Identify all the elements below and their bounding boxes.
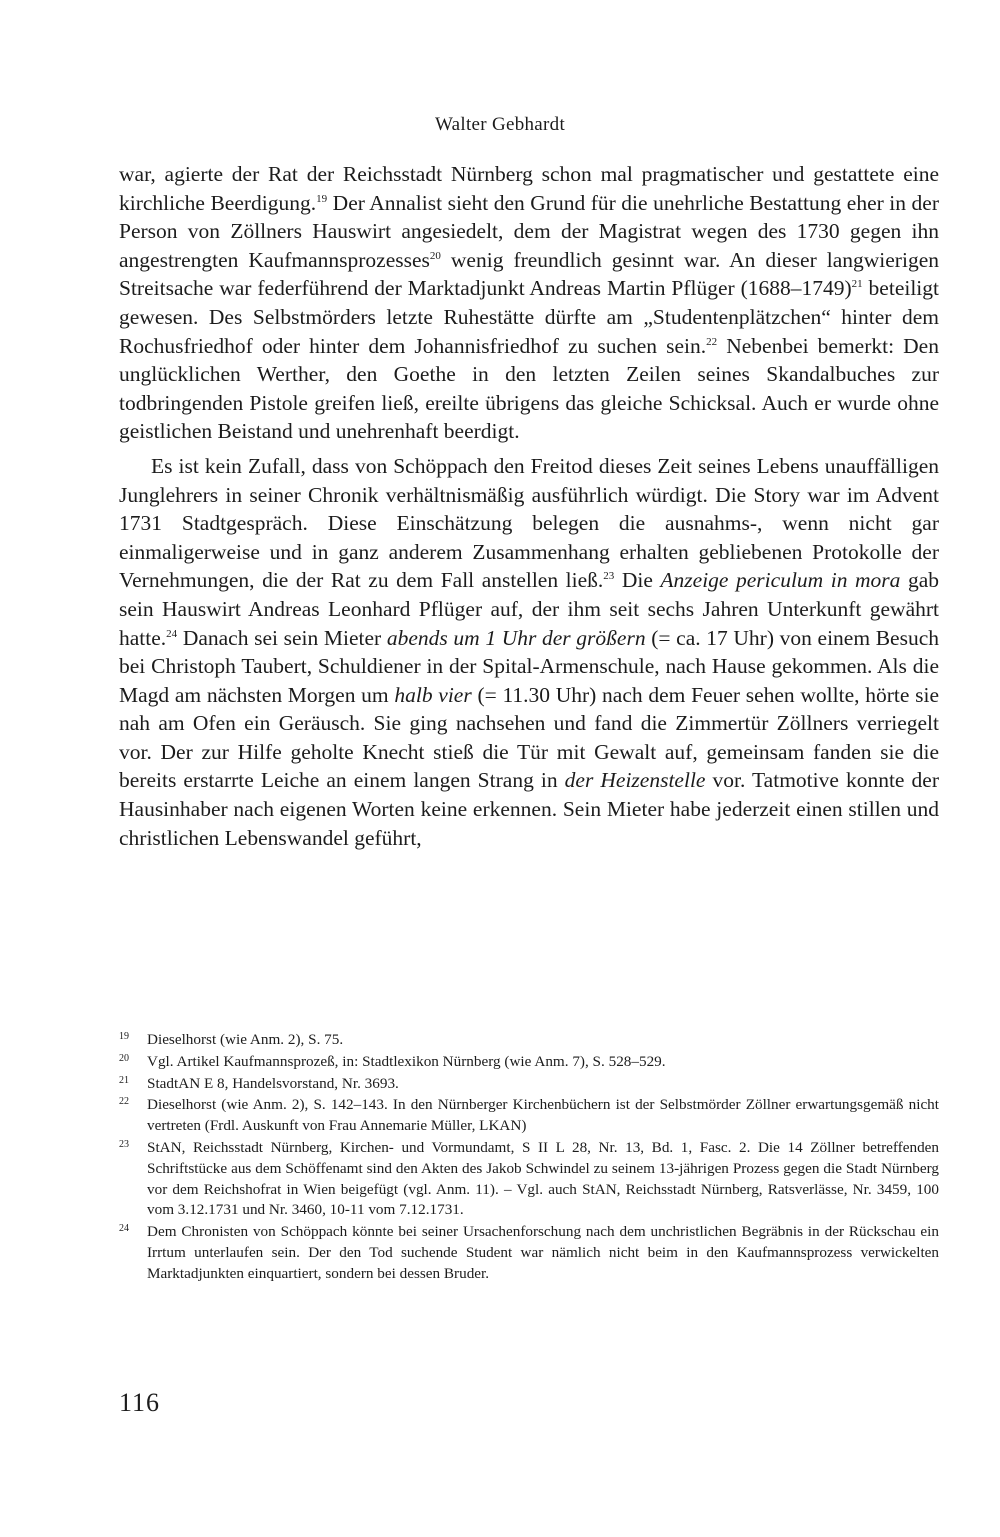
footnote-text: Dem Chronisten von Schöppach könnte bei seiner Ursachenforschung nach dem unchristlichen Begräbnis in der Rückschau ein Irrtum unterlaufen sein. Der den Tod suchende Student war nämlich nicht beim in den Kaufmannsprozess verwickelten Marktadjunkten einquartiert, sondern bei dessen Bruder. <box>147 1223 939 1282</box>
footnote-number: 19 <box>119 1031 129 1042</box>
footnote-22 <box>119 1095 939 1137</box>
text-run: vor. Tatmotive konnte der Hausinhaber nach eigenen Worten keine erkennen. Sein Mieter habe jederzeit einen stillen und christlichen Lebenswandel geführt, <box>119 768 939 850</box>
footnote-ref-22[interactable]: 22 <box>706 335 718 348</box>
footnote-number: 22 <box>119 1096 129 1108</box>
footnote-23 <box>119 1138 939 1221</box>
running-header: Walter Gebhardt <box>434 114 566 135</box>
footnote-text: StAN, Reichsstadt Nürnberg, Kirchen- und Vormundamt, S II L 28, Nr. 13, Bd. 1, Fasc. 2. Die 14 Zöllner betreffenden Schriftstücke aus dem Schöffenamt sind den Akten des Jakob Schwindel zu seinem 13-jährigen Prozess gegen die Stadt Nürnberg vor dem Reichshofrat in Wien beigefügt (vgl. Anm. 11). – Vgl. auch StAN, Reichsstadt Nürnberg, Ratsverlässe, Nr. 3459, 100 vom 3.12.1731 und Nr. 3460, 10-11 vom 7.12.1731. <box>147 1138 939 1219</box>
footnote-text: Vgl. Artikel Kaufmannsprozeß, in: Stadtlexikon Nürnberg (wie Anm. 7), S. 528–529. <box>147 1052 666 1070</box>
footnotes <box>119 1030 939 1286</box>
footnote-ref-23[interactable]: 23 <box>603 570 615 583</box>
text-run: Der Annalist sieht den Grund für die unehrliche Bestattung eher in der Person von Zöllners Hauswirt angesiedelt, dem der Magistrat wegen des 1730 gegen ihn angestrengten Kaufmannsprozesses <box>119 190 939 272</box>
body-text <box>119 160 939 852</box>
paragraph-2 <box>119 452 939 852</box>
footnote-text: StadtAN E 8, Handelsvorstand, Nr. 3693. <box>147 1074 399 1092</box>
footnote-ref-21[interactable]: 21 <box>851 278 863 291</box>
page-number: 116 <box>119 1388 161 1417</box>
text-run: war, agierte der Rat der Reichsstadt Nürnberg schon mal pragmatischer und gestattete eine kirchliche Beerdigung. <box>119 162 939 215</box>
paragraph-1 <box>119 160 939 446</box>
footnote-19 <box>119 1030 939 1051</box>
text-run: beteiligt gewesen. Des Selbstmörders letzte Ruhestätte dürfte am „Studentenplätzchen“ hinter dem Rochusfriedhof oder hinter dem Johannisfriedhof zu suchen sein. <box>119 276 939 358</box>
text-run: gab sein Hauswirt Andreas Leonhard Pflüger auf, der ihm seit sechs Jahren Unterkunft gewährt hatte. <box>119 568 939 650</box>
italic-quote: Anzeige periculum in mora <box>660 568 901 593</box>
text-run: Die <box>614 568 661 593</box>
footnote-ref-19[interactable]: 19 <box>316 192 328 205</box>
footnote-20 <box>119 1052 939 1073</box>
footnote-number: 23 <box>119 1138 129 1150</box>
footnote-21 <box>119 1074 939 1095</box>
footnote-text: Dieselhorst (wie Anm. 2), S. 142–143. In den Nürnberger Kirchenbüchern ist der Selbstmörder Zöllner erwartungsgemäß nicht vertreten (Frdl. Auskunft von Frau Annemarie Müller, LKAN) <box>147 1096 939 1135</box>
footnote-24 <box>119 1222 939 1284</box>
italic-quote: der Heizenstelle <box>564 768 706 793</box>
footnote-ref-20[interactable]: 20 <box>429 249 441 262</box>
footnote-ref-24[interactable]: 24 <box>166 627 178 640</box>
text-run: wenig freundlich gesinnt war. An dieser langwierigen Streitsache war federführend der Marktadjunkt Andreas Martin Pflüger (1688–1749) <box>119 247 939 301</box>
italic-quote: abends um 1 Uhr der größern <box>386 625 646 650</box>
text-run: Danach sei sein Mieter <box>177 625 387 650</box>
text-run: Nebenbei bemerkt: Den unglücklichen Werther, den Goethe in den letzten Zeilen seines Skandalbuches zur todbringenden Pistole greifen ließ, ereilte übrigens das gleiche Schicksal. Auch er wurde ohne geistlichen Beistand und unehrenhaft beerdigt. <box>119 333 939 444</box>
footnote-number: 20 <box>119 1052 129 1064</box>
italic-quote: halb vier <box>394 682 472 707</box>
text-run: (= ca. 17 Uhr) von einem Besuch bei Christoph Taubert, Schuldiener in der Spital-Armenschule, nach Hause gekommen. Als die Magd am nächsten Morgen um <box>119 625 939 707</box>
text-run: Es ist kein Zufall, dass von Schöppach den Freitod dieses Zeit seines Lebens unauffälligen Junglehrers in seiner Chronik verhältnismäßig ausführlich würdigt. Die Story war im Advent 1731 Stadtgespräch. Diese Einschätzung belegen die ausnahms-, wenn nicht gar einmaligerweise und in ganz anderem Zusammenhang erhalten gebliebenen Protokolle der Vernehmungen, die der Rat zu dem Fall anstellen ließ. <box>119 453 939 593</box>
footnote-text: Dieselhorst (wie Anm. 2), S. 75. <box>147 1031 344 1048</box>
footnote-number: 24 <box>119 1223 129 1235</box>
text-run: (= 11.30 Uhr) nach dem Feuer sehen wollte, hörte sie nah am Ofen ein Geräusch. Sie ging nachsehen und fand die Zimmertür Zöllners verriegelt vor. Der zur Hilfe geholte Knecht stieß die Tür mit Gewalt auf, gemeinsam fanden sie die bereits erstarrte Leiche an einem langen Strang in <box>119 682 939 793</box>
footnote-number: 21 <box>119 1074 129 1086</box>
